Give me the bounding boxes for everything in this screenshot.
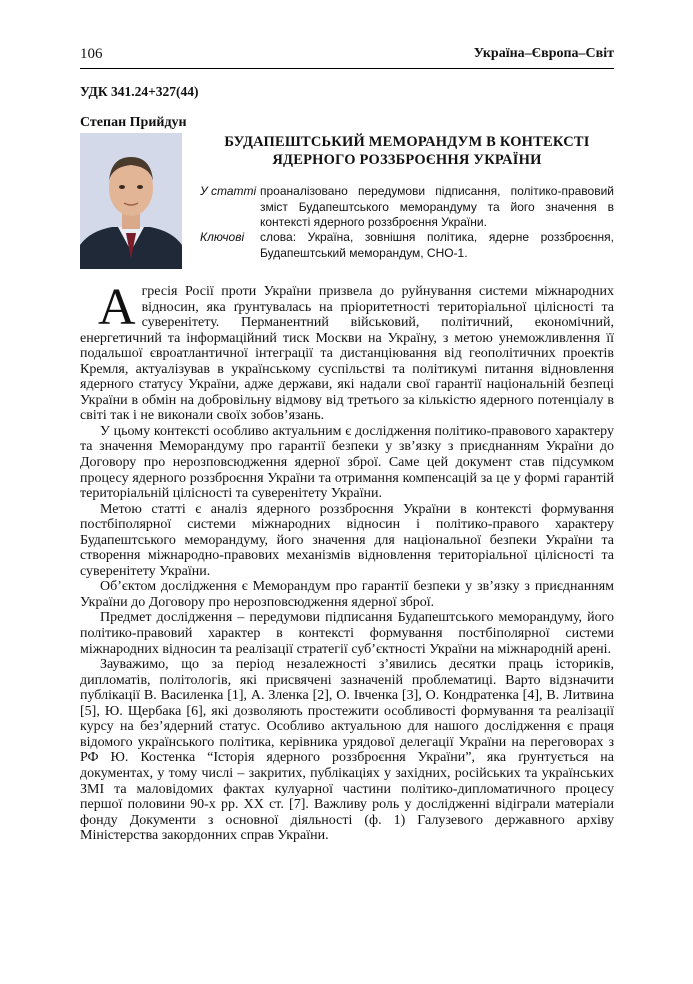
author-portrait-image bbox=[80, 133, 182, 269]
paragraph-6: Зауважимо, що за період незалежності з’явились десятки праць істориків, дипломатів, політологів, які присвячені зазначеній проблематиці. Варто відзначити публікації В. Василенка [1], А. Зленка [2], О. Івченка [3], О. Кондратенка [4], В. Литвина [5], Ю. Щербака [6], які дозволяють простежити особливості формування та реалізації курсу на без’ядерний статус. Особливо актуальною для нашого дослідження є праця відомого українського політика, керівника урядової делегації України на переговорах з РФ Ю. Костенка “Історія ядерного роззброєння України”, яка ґрунтується на документах, у тому числі – закритих, публікаціях у західних, російських та українських ЗМІ та маловідомих фактах кулуарної частини політико-дипломатичного процесу першої половини 90-х рр. ХХ ст. [7]. Важливу роль у дослідженні відіграли матеріали фонду Документи з основної діяльності (ф. 1) Галузевого державного архіву Міністерства закордонних справ України. bbox=[80, 657, 614, 844]
article-title bbox=[200, 133, 614, 169]
header-rule bbox=[80, 68, 614, 69]
paragraph-5: Предмет дослідження – передумови підписання Будапештського меморандуму, його політико-правовий характер в контексті формування постбіполярної системи міжнародних відносин та реалізації стратегії суб’єктності України на міжнародній арені. bbox=[80, 610, 614, 657]
author-photo bbox=[80, 133, 182, 269]
title-line-2: ЯДЕРНОГО РОЗЗБРОЄННЯ УКРАЇНИ bbox=[272, 152, 542, 168]
paragraph-1-text: гресія Росії проти України призвела до руйнування системи міжнародних відносин, яка ґрунтувалась на пріоритетності територіальної цілісності та суверенітету. Перманентний військовий, політичний, економічний, енергетичний та інформаційний тиск Москви на Україну, з метою унеможливлення її подальшої євроатлантичної інтеграції та дистанціювання від геополітичних проектів Кремля, актуалізував в українському суспільстві та політикумі питання відновлення ядерного статусу України, адже держави, які надали свої гарантії національній безпеці України в обмін на добровільну відмову від третього за кількістю ядерного потенціалу в світі так і не виконали своїх зобов’язань. bbox=[80, 284, 614, 424]
drop-cap: А bbox=[98, 279, 136, 336]
keywords-text: слова: Україна, зовнішня політика, ядерне роззброєння, Будапештський меморандум, СНО-1. bbox=[260, 230, 614, 260]
abstract-text: проаналізовано передумови підписання, політико-правовий зміст Будапештського меморандуму та його значення в контексті ядерного роззброєння України. bbox=[260, 184, 614, 229]
paragraph-2: У цьому контексті особливо актуальним є дослідження політико-правового характеру та значення Меморандуму про гарантії безпеки у зв’язку з приєднанням України до Договору про нерозповсюдження ядерної зброї. Саме цей документ став підсумком процесу ядерного роззброєння України та отримання компенсацій за це у формі гарантій територіальній цілісності та суверенітету України. bbox=[80, 423, 614, 502]
abstract-label: У статті bbox=[200, 184, 257, 198]
paragraph-1 bbox=[80, 279, 614, 424]
paragraph-4: Об’єктом дослідження є Меморандум про гарантії безпеки у зв’язку з приєднанням України до Договору про нерозповсюдження ядерної зброї. bbox=[80, 579, 614, 610]
udk-code: УДК 341.24+327(44) bbox=[80, 84, 199, 99]
abstract-block bbox=[200, 184, 614, 231]
running-header bbox=[80, 46, 614, 66]
author-name: Степан Прийдун bbox=[80, 115, 187, 130]
keywords-block bbox=[200, 230, 614, 261]
paragraph-3: Метою статті є аналіз ядерного роззброєння України в контексті формування постбіполярної системи міжнародних відносин і політико-правого характеру Будапештського меморандуму, його значення для національної безпеки України та створення міжнародно-правових механізмів відновлення територіальної цілісності та суверенітету України. bbox=[80, 501, 614, 579]
article-body bbox=[80, 279, 614, 844]
page-number: 106 bbox=[80, 46, 103, 62]
title-line-1: БУДАПЕШТСЬКИЙ МЕМОРАНДУМ В КОНТЕКСТІ bbox=[224, 134, 590, 150]
journal-title: Україна–Європа–Світ bbox=[473, 46, 614, 61]
keywords-label: Ключові bbox=[200, 230, 245, 244]
